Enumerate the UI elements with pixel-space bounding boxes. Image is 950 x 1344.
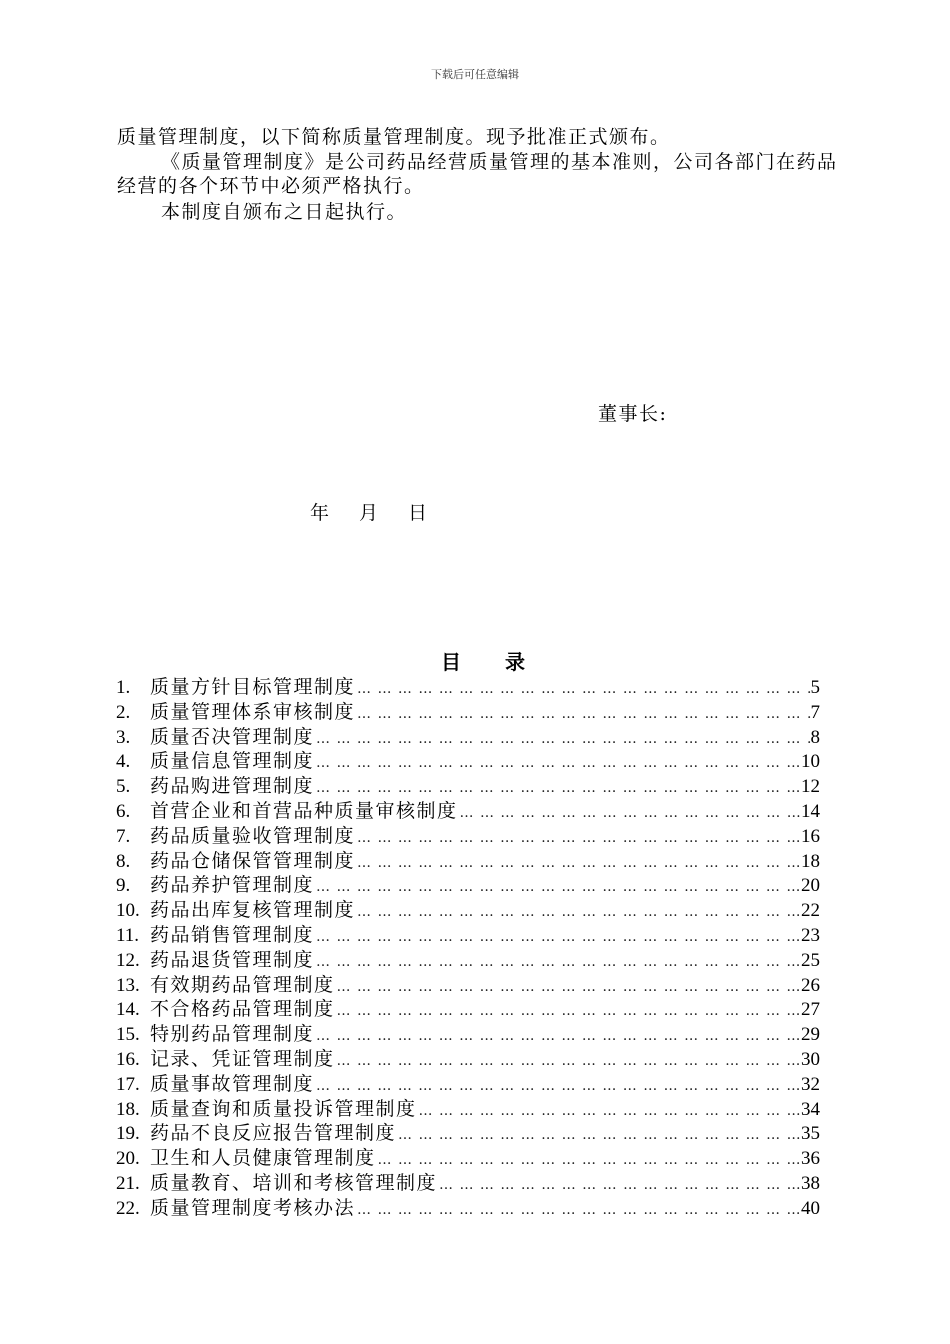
toc-item-label: 质量教育、培训和考核管理制度 xyxy=(150,1171,438,1193)
toc-item-page: 36 xyxy=(801,1148,820,1168)
toc-item[interactable] xyxy=(116,746,820,771)
toc-leader-dots xyxy=(417,1103,801,1119)
toc-item-label: 质量信息管理制度 xyxy=(150,750,315,772)
toc-leader-dots xyxy=(355,681,810,697)
toc-item-number: 18. xyxy=(116,1098,140,1119)
chairman-signature-label: 董事长: xyxy=(598,403,668,425)
toc-leader-dots xyxy=(314,1028,801,1044)
toc-leader-dots xyxy=(314,780,801,796)
toc-item[interactable] xyxy=(116,1118,820,1143)
body-paragraph-1: 质量管理制度，以下简称质量管理制度。现予批准正式颁布。 xyxy=(117,126,671,148)
toc-item-page: 26 xyxy=(801,974,820,995)
toc-item-number: 5. xyxy=(116,776,131,796)
toc-item[interactable] xyxy=(116,1168,820,1193)
toc-item-label: 药品养护管理制度 xyxy=(150,874,315,896)
toc-leader-dots xyxy=(437,1177,801,1193)
toc-item-number: 15. xyxy=(116,1024,140,1044)
toc-item-label: 卫生和人员健康管理制度 xyxy=(150,1147,376,1168)
toc-item[interactable] xyxy=(116,722,820,747)
toc-leader-dots xyxy=(355,706,810,722)
toc-item-number: 13. xyxy=(116,974,140,995)
toc-item-label: 质量管理制度考核办法 xyxy=(150,1196,356,1218)
toc-leader-dots xyxy=(314,879,801,895)
toc-item[interactable] xyxy=(116,870,820,895)
toc-item-label: 药品不良反应报告管理制度 xyxy=(150,1122,397,1144)
toc-item-number: 12. xyxy=(116,949,140,970)
toc-item-label: 质量查询和质量投诉管理制度 xyxy=(150,1097,417,1119)
toc-item-number: 14. xyxy=(116,999,140,1020)
toc-item-label: 记录、凭证管理制度 xyxy=(150,1047,335,1069)
toc-item[interactable] xyxy=(116,846,820,871)
toc-item-number: 1. xyxy=(116,677,131,697)
toc-item-number: 21. xyxy=(116,1172,140,1193)
toc-item-number: 10. xyxy=(116,900,140,920)
toc-item-label: 不合格药品管理制度 xyxy=(150,998,335,1020)
toc-item-label: 首营企业和首营品种质量审核制度 xyxy=(150,799,458,821)
toc-item-number: 16. xyxy=(116,1048,140,1069)
toc-item-page: 23 xyxy=(801,924,820,945)
toc-item-page: 30 xyxy=(801,1048,820,1069)
body-paragraph-2: 《质量管理制度》是公司药品经营质量管理的基本准则，公司各部门在药品经营的各个环节中必须严格执行。 xyxy=(117,151,838,197)
toc-item-label: 药品销售管理制度 xyxy=(150,923,315,945)
toc-item-number: 9. xyxy=(116,875,131,896)
toc-item[interactable] xyxy=(116,895,820,920)
toc-item[interactable] xyxy=(116,945,820,970)
toc-leader-dots xyxy=(314,755,801,771)
toc-item-label: 质量事故管理制度 xyxy=(150,1072,315,1094)
toc-item-label: 药品仓储保管管理制度 xyxy=(150,849,356,871)
toc-item-number: 8. xyxy=(116,850,131,871)
toc-item[interactable] xyxy=(116,1019,820,1044)
toc-item[interactable] xyxy=(116,970,820,995)
toc-item[interactable] xyxy=(116,1069,820,1094)
body-paragraph-3: 本制度自颁布之日起执行。 xyxy=(161,201,408,223)
toc-leader-dots xyxy=(355,830,801,846)
toc-item-number: 6. xyxy=(116,800,131,821)
toc-item-label: 特别药品管理制度 xyxy=(150,1023,315,1044)
toc-item-page: 8 xyxy=(810,726,820,747)
toc-item[interactable] xyxy=(116,920,820,945)
toc-item-page: 7 xyxy=(810,701,820,722)
toc-item-number: 11. xyxy=(116,924,140,945)
toc-leader-dots xyxy=(314,731,810,747)
toc-item[interactable] xyxy=(116,796,820,821)
toc-item-page: 10 xyxy=(801,751,820,772)
toc-leader-dots xyxy=(376,1152,801,1168)
toc-leader-dots xyxy=(314,954,801,970)
toc-item[interactable] xyxy=(116,1094,820,1119)
toc-item-label: 质量方针目标管理制度 xyxy=(150,676,356,697)
toc-item-page: 12 xyxy=(801,776,820,796)
toc-item-label: 有效期药品管理制度 xyxy=(150,973,335,995)
toc-item-page: 38 xyxy=(801,1172,820,1193)
toc-item-number: 4. xyxy=(116,751,131,772)
toc-leader-dots xyxy=(355,1202,801,1218)
toc-leader-dots xyxy=(396,1127,801,1143)
toc-item[interactable] xyxy=(116,821,820,846)
toc-item-page: 18 xyxy=(801,850,820,871)
toc-leader-dots xyxy=(335,1053,801,1069)
page-header: 下载后可任意编辑 xyxy=(431,68,519,81)
toc-item-label: 药品出库复核管理制度 xyxy=(150,899,356,920)
toc-leader-dots xyxy=(314,929,801,945)
toc-item-page: 25 xyxy=(801,949,820,970)
toc-item[interactable] xyxy=(116,697,820,722)
toc-item-number: 22. xyxy=(116,1197,140,1218)
toc-item-number: 3. xyxy=(116,726,131,747)
date-line xyxy=(310,498,427,525)
toc-item-page: 34 xyxy=(801,1098,820,1119)
toc-item-number: 20. xyxy=(116,1148,140,1168)
toc-item-number: 19. xyxy=(116,1123,140,1144)
toc-item-page: 22 xyxy=(801,900,820,920)
toc-item-page: 29 xyxy=(801,1024,820,1044)
toc-item[interactable] xyxy=(116,1193,820,1218)
toc-item-page: 14 xyxy=(801,800,820,821)
toc-title: 目录 xyxy=(441,650,569,674)
toc-item-label: 质量否决管理制度 xyxy=(150,725,315,747)
date-month: 月 xyxy=(359,502,379,524)
toc-item-label: 药品退货管理制度 xyxy=(150,948,315,970)
toc-leader-dots xyxy=(314,1078,801,1094)
toc-item-number: 2. xyxy=(116,701,131,722)
toc-item-number: 7. xyxy=(116,825,131,846)
toc-leader-dots xyxy=(458,805,801,821)
toc-item-page: 5 xyxy=(810,677,820,697)
toc-leader-dots xyxy=(335,979,801,995)
toc-item-label: 质量管理体系审核制度 xyxy=(150,700,356,722)
date-day: 日 xyxy=(408,502,428,524)
toc-item-label: 药品质量验收管理制度 xyxy=(150,824,356,846)
date-year: 年 xyxy=(310,502,330,524)
toc-item-page: 35 xyxy=(801,1123,820,1144)
toc-item[interactable] xyxy=(116,994,820,1019)
toc-item-label: 药品购进管理制度 xyxy=(150,775,315,796)
toc-item-page: 40 xyxy=(801,1197,820,1218)
toc-item-page: 16 xyxy=(801,825,820,846)
toc-item[interactable] xyxy=(116,771,820,796)
toc-leader-dots xyxy=(355,855,801,871)
toc-leader-dots xyxy=(335,1003,801,1019)
toc-item-number: 17. xyxy=(116,1073,140,1094)
toc-item-page: 27 xyxy=(801,999,820,1020)
toc-item[interactable] xyxy=(116,1143,820,1168)
toc-item[interactable] xyxy=(116,1044,820,1069)
toc-item[interactable] xyxy=(116,672,820,697)
toc-item-page: 20 xyxy=(801,875,820,896)
toc-leader-dots xyxy=(355,904,801,920)
toc-item-page: 32 xyxy=(801,1073,820,1094)
table-of-contents xyxy=(116,672,820,1218)
